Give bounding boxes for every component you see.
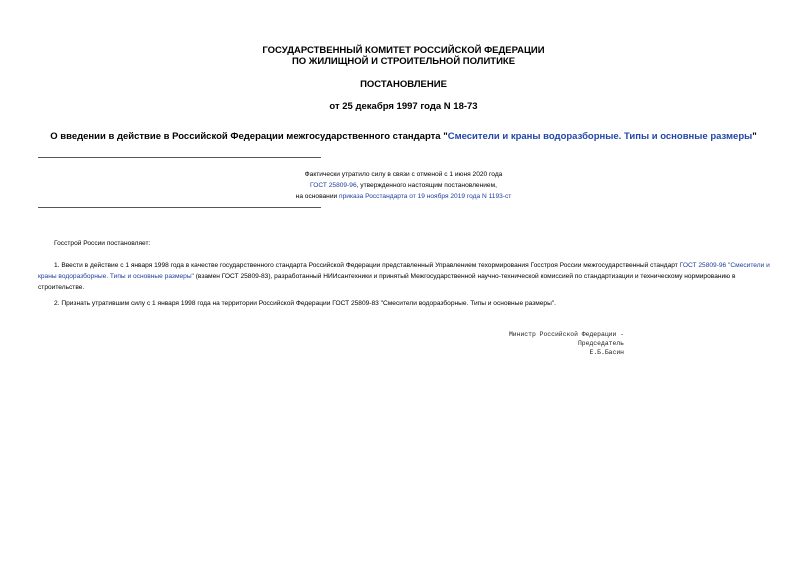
signature-line-1: Министр Российской Федерации - bbox=[508, 331, 624, 338]
title-prefix: О введении в действие в Российской Федерации межгосударственного стандарта " bbox=[50, 131, 448, 142]
document-type: ПОСТАНОВЛЕНИЕ bbox=[360, 79, 447, 90]
paragraph-1-part-2: (взамен ГОСТ 25809-83), разработанный НИИсантехники и принятый Межгосударственной научно-технической комиссией по стандартизации и техническому нормированию в строительстве. bbox=[38, 273, 736, 291]
issuer-line-2: ПО ЖИЛИЩНОЙ И СТРОИТЕЛЬНОЙ ПОЛИТИКЕ bbox=[291, 56, 516, 67]
issuer-header bbox=[0, 45, 807, 67]
status-note-line-3-prefix: на основании bbox=[295, 193, 340, 200]
status-note-line-2-rest: , утвержденного настоящим постановлением, bbox=[356, 182, 497, 189]
signature-line-2: Председатель bbox=[577, 340, 624, 347]
title-suffix: " bbox=[752, 131, 757, 142]
status-note-line-2 bbox=[0, 180, 807, 191]
paragraph-1-part-1: 1. Ввести в действие с 1 января 1998 года в качестве государственного стандарта Российской Федерации представленный Управлением техормирования Госстроя России межгосударственный стандарт bbox=[54, 262, 680, 269]
title-standard-link[interactable]: Смесители и краны водоразборные. Типы и основные размеры bbox=[447, 131, 753, 142]
divider-bottom bbox=[38, 207, 321, 208]
divider-top bbox=[38, 157, 321, 158]
paragraph-1-standard-link[interactable]: ГОСТ 25809-96 "Смесители и краны водоразборные. Типы и основные размеры" bbox=[38, 262, 770, 280]
status-note bbox=[0, 169, 807, 202]
document-title bbox=[0, 131, 807, 142]
paragraph-1 bbox=[38, 260, 778, 293]
order-link[interactable]: приказа Росстандарта от 19 ноября 2019 года N 1193-ст bbox=[339, 193, 512, 200]
status-note-line-1: Фактически утратило силу в связи с отменой с 1 июня 2020 года bbox=[304, 171, 503, 178]
intro-paragraph: Госстрой России постановляет: bbox=[54, 240, 151, 247]
gost-link[interactable]: ГОСТ 25809-96 bbox=[310, 182, 357, 189]
document-date: от 25 декабря 1997 года N 18-73 bbox=[329, 101, 478, 112]
issuer-line-1: ГОСУДАРСТВЕННЫЙ КОМИТЕТ РОССИЙСКОЙ ФЕДЕРАЦИИ bbox=[262, 45, 545, 56]
signature-block bbox=[440, 330, 624, 357]
signature-name: Е.Б.Басин bbox=[589, 349, 624, 356]
paragraph-2: 2. Признать утратившим силу с 1 января 1998 года на территории Российской Федерации ГОСТ 25809-83 "Смесители водоразборные. Типы и основные размеры". bbox=[54, 300, 557, 307]
status-note-line-3 bbox=[0, 191, 807, 202]
